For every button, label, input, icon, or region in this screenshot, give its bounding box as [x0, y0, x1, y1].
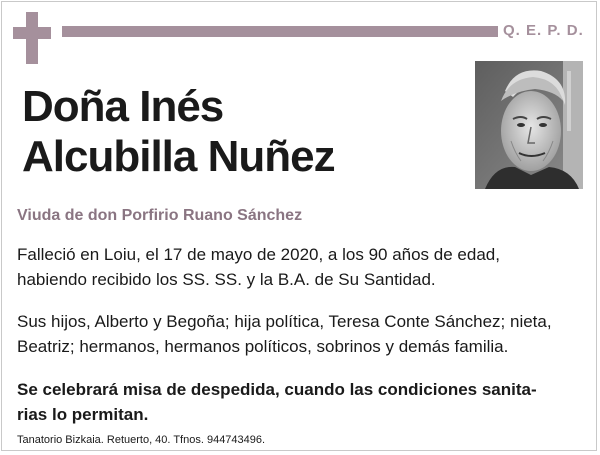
deceased-name-line2: Alcubilla Nuñez: [22, 132, 335, 181]
portrait-photo: [475, 61, 583, 189]
header-rule: [62, 26, 498, 37]
family-line1: Sus hijos, Alberto y Begoña; hija política, Teresa Conte Sánchez; nieta,: [17, 312, 552, 331]
cross-icon: [13, 12, 51, 64]
qepd-label: Q. E. P. D.: [503, 22, 584, 39]
family-line2: Beatriz; hermanos, hermanos políticos, sobrinos y demás familia.: [17, 337, 509, 356]
deceased-name-line1: Doña Inés: [22, 82, 224, 131]
widow-of-subtitle: Viuda de don Porfirio Ruano Sánchez: [17, 207, 303, 224]
mass-announcement-paragraph: [17, 377, 587, 427]
obituary-card: [1, 1, 597, 451]
death-notice-line2: habiendo recibido los SS. SS. y la B.A. de Su Santidad.: [17, 270, 436, 289]
deceased-name: [22, 82, 335, 182]
death-notice-paragraph: [17, 242, 587, 292]
death-notice-line1: Falleció en Loiu, el 17 de mayo de 2020, a los 90 años de edad,: [17, 245, 500, 264]
family-paragraph: [17, 309, 587, 359]
mass-announcement-line1: Se celebrará misa de despedida, cuando las condiciones sanita-: [17, 380, 537, 399]
mass-announcement-line2: rias lo permitan.: [17, 405, 149, 424]
funeral-home-footer: Tanatorio Bizkaia. Retuerto, 40. Tfnos. 944743496.: [17, 434, 266, 446]
